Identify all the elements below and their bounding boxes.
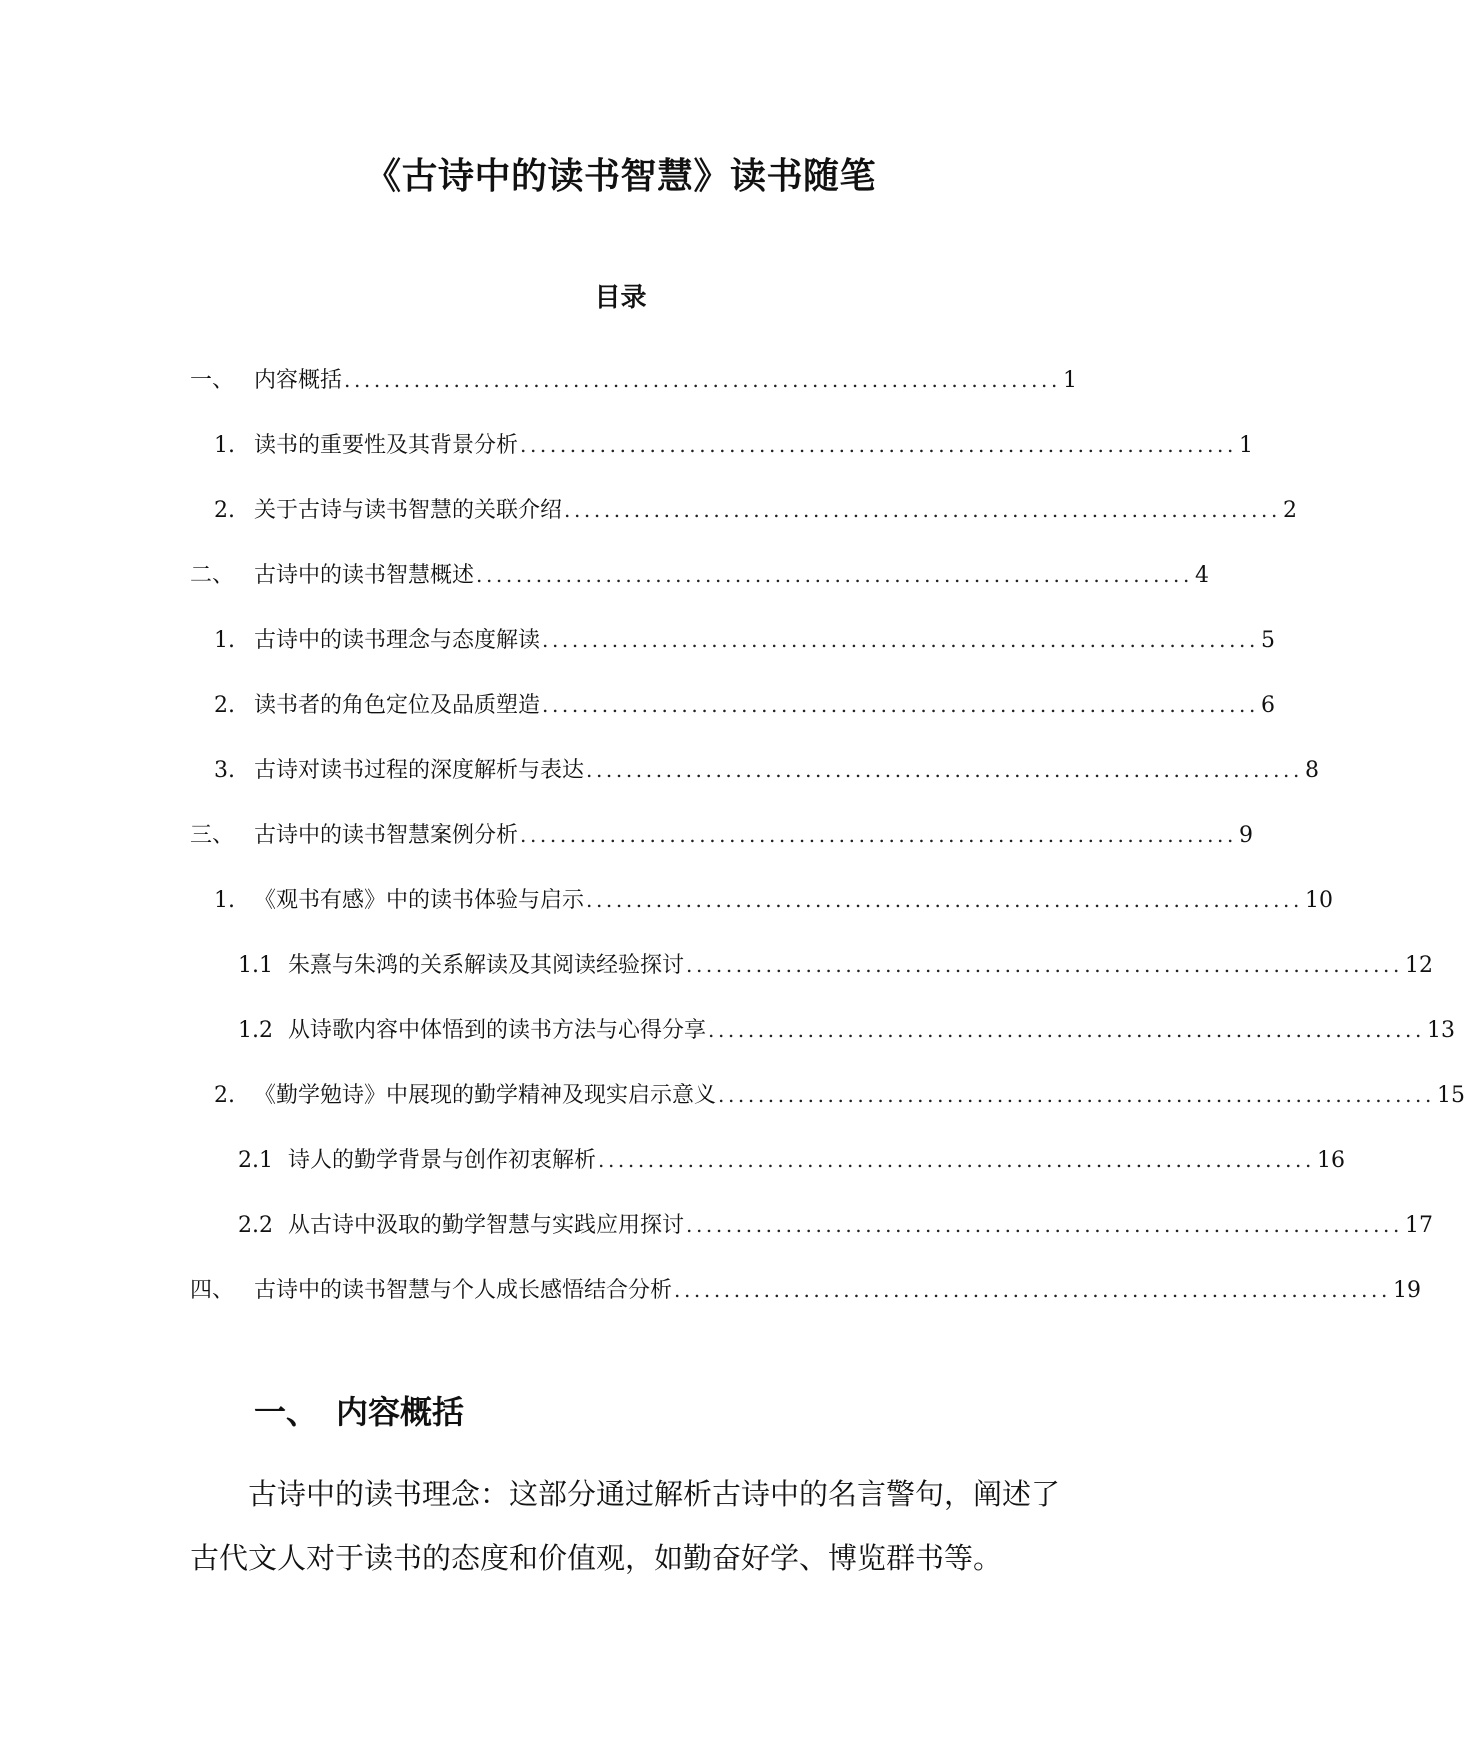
toc-leader-dots: ........................................................................ [598,1148,1315,1172]
toc-leader-dots: ........................................................................ [708,1018,1425,1042]
toc-leader-dots: ........................................................................ [476,563,1193,587]
toc-entry-page: 1 [1238,433,1253,458]
toc-entry-text: 读书者的角色定位及品质塑造 [254,693,541,718]
toc-leader-dots: ........................................................................ [586,888,1303,912]
toc-entry-text: 读书的重要性及其背景分析 [254,433,519,458]
toc-entry-number: 一、 [190,368,235,393]
toc-leader-dots: ........................................................................ [542,693,1259,717]
toc-entry-page: 4 [1194,563,1209,588]
toc-entry-page: 8 [1304,758,1319,783]
toc-entry[interactable] [238,1207,1433,1243]
toc-entry-page: 13 [1426,1018,1455,1043]
toc-entry-page: 2 [1282,498,1297,523]
toc-entry-number: 1. [214,888,235,913]
toc-entry-text: 从古诗中汲取的勤学智慧与实践应用探讨 [288,1213,685,1238]
toc-entry-number: 2. [214,498,235,523]
toc-entry-text: 古诗中的读书智慧与个人成长感悟结合分析 [254,1278,673,1303]
toc-entry-number: 2.2 [238,1213,273,1238]
toc-entry-page: 6 [1260,693,1275,718]
document-title: 《古诗中的读书智慧》读书随笔 [364,156,876,197]
toc-entry-text: 古诗中的读书理念与态度解读 [254,628,541,653]
toc-entry-number: 三、 [190,823,235,848]
toc-entry[interactable] [190,362,1077,398]
toc-leader-dots: ........................................................................ [542,628,1259,652]
toc-entry-number: 1. [214,628,235,653]
toc-entry[interactable] [238,1142,1345,1178]
toc-entry-text: 古诗对读书过程的深度解析与表达 [254,758,585,783]
toc-leader-dots: ........................................................................ [520,433,1237,457]
toc-entry[interactable] [190,817,1253,853]
toc-entry-text: 关于古诗与读书智慧的关联介绍 [254,498,563,523]
toc-entry-text: 诗人的勤学背景与创作初衷解析 [288,1148,597,1173]
toc-entry-number: 二、 [190,563,235,588]
toc-entry[interactable] [214,882,1333,918]
toc-entry[interactable] [238,1012,1455,1048]
body-paragraph: 古诗中的读书理念：这部分通过解析古诗中的名言警句，阐述了古代文人对于读书的态度和价值观，如勤奋好学、博览群书等。 [190,1477,1061,1575]
toc-leader-dots: ........................................................................ [686,1213,1403,1237]
toc-entry[interactable] [238,947,1433,983]
toc-entry-number: 1.1 [238,953,273,978]
toc-entry-page: 5 [1260,628,1275,653]
toc-entry-page: 9 [1238,823,1253,848]
toc-entry-number: 1. [214,433,235,458]
toc-entry-page: 15 [1436,1083,1465,1108]
toc-heading: 目录 [594,283,647,313]
toc-entry[interactable] [214,752,1319,788]
toc-entry-number: 四、 [190,1278,235,1303]
toc-entry-page: 19 [1392,1278,1421,1303]
toc-entry[interactable] [214,492,1297,528]
toc-leader-dots: ........................................................................ [564,498,1281,522]
toc-leader-dots: ........................................................................ [674,1278,1391,1302]
section-heading [254,1388,464,1436]
toc-entry-number: 2. [214,1083,235,1108]
toc-entry-text: 《勤学勉诗》中展现的勤学精神及现实启示意义 [254,1083,717,1108]
toc-entry-page: 1 [1062,368,1077,393]
toc-entry[interactable] [214,1077,1465,1113]
toc-leader-dots: ........................................................................ [686,953,1403,977]
toc-entry-number: 3. [214,758,235,783]
toc-entry-number: 2.1 [238,1148,273,1173]
toc-entry-text: 古诗中的读书智慧概述 [254,563,475,588]
toc-entry-text: 朱熹与朱鸿的关系解读及其阅读经验探讨 [288,953,685,978]
toc-entry[interactable] [214,687,1275,723]
toc-entry-text: 内容概括 [254,368,343,393]
section-title: 内容概括 [336,1393,465,1431]
toc-leader-dots: ........................................................................ [344,368,1061,392]
section-number: 一、 [254,1393,319,1431]
toc-leader-dots: ........................................................................ [718,1083,1435,1107]
toc-entry-page: 16 [1316,1148,1345,1173]
toc-entry-text: 从诗歌内容中体悟到的读书方法与心得分享 [288,1018,707,1043]
toc-entry-text: 古诗中的读书智慧案例分析 [254,823,519,848]
toc-entry[interactable] [190,557,1209,593]
toc-entry[interactable] [214,427,1253,463]
toc-entry-page: 10 [1304,888,1333,913]
toc-entry-text: 《观书有感》中的读书体验与启示 [254,888,585,913]
toc-entry-number: 1.2 [238,1018,273,1043]
toc-entry[interactable] [214,622,1275,658]
toc-entry-number: 2. [214,693,235,718]
toc-entry-page: 17 [1404,1213,1433,1238]
toc-entry-page: 12 [1404,953,1433,978]
toc-entry[interactable] [190,1272,1421,1308]
toc-leader-dots: ........................................................................ [586,758,1303,782]
toc-leader-dots: ........................................................................ [520,823,1237,847]
